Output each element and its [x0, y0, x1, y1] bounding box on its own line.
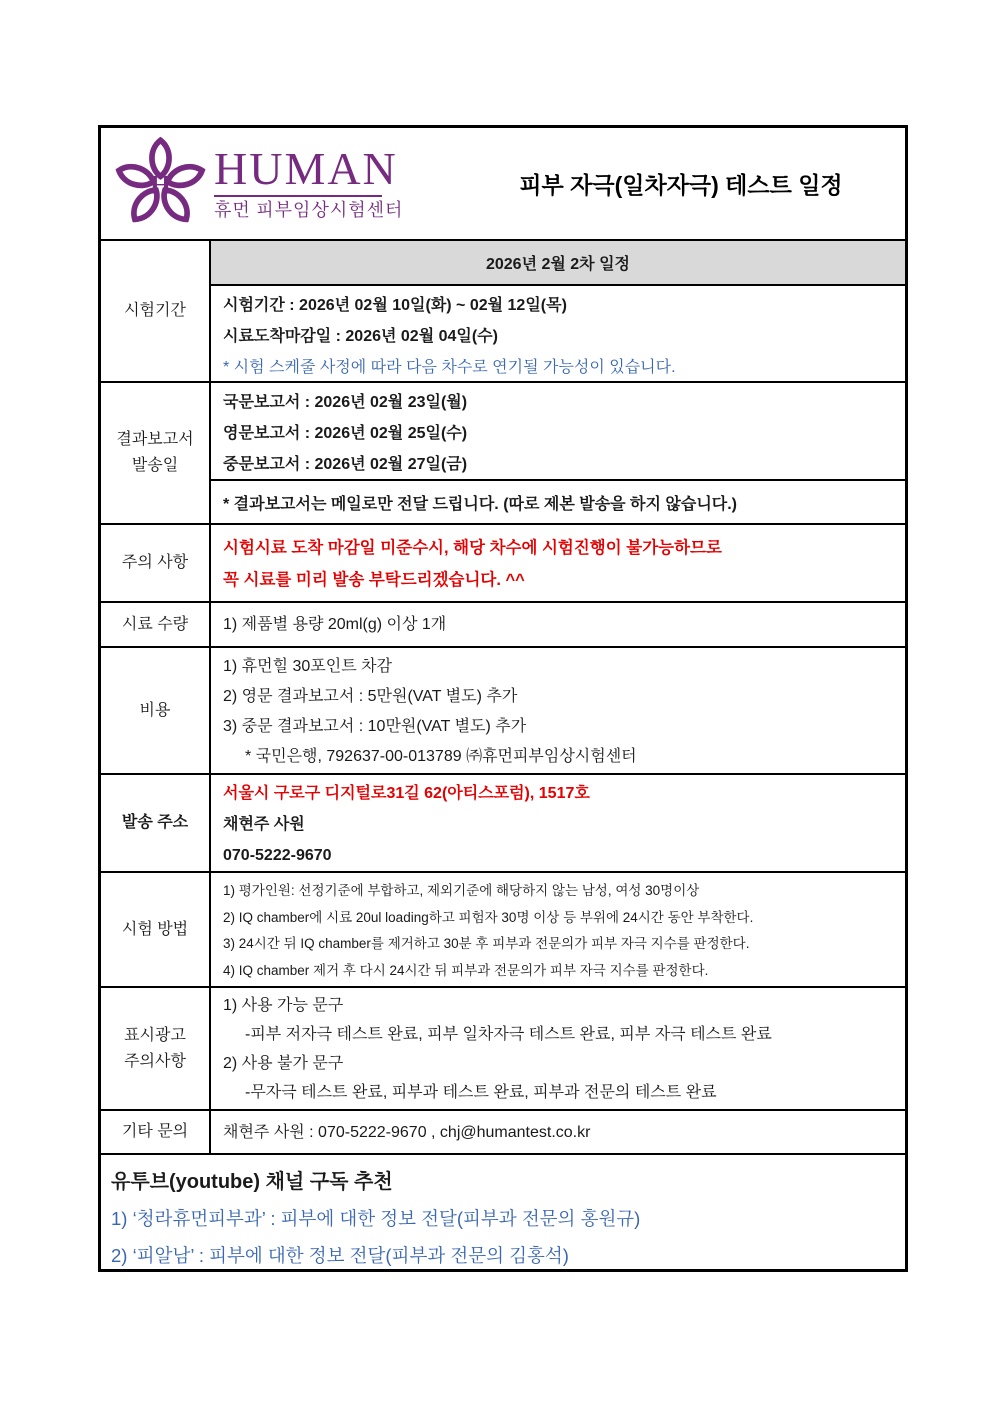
forbidden-phrase-line: -무자극 테스트 완료, 피부과 테스트 완료, 피부과 전문의 테스트 완료 [245, 1084, 717, 1101]
test-period-line: 시험기간 : 2026년 02월 10일(화) ~ 02월 12일(목) [223, 297, 567, 314]
row-sample-quantity [101, 603, 905, 648]
label-test-method [101, 873, 211, 986]
label-labeling-caution [101, 988, 211, 1109]
address-lines [211, 775, 905, 871]
brand-text [214, 142, 404, 223]
label-shipping-address [101, 775, 211, 871]
row-test-method [101, 873, 905, 988]
schedule-round-header: 2026년 2월 2차 일정 [211, 241, 905, 286]
caution-line: 꼭 시료를 미리 발송 부탁드리겠습니다. ^^ [223, 571, 525, 589]
contact-line: 채현주 사원 : 070-5222-9670 , chj@humantest.co.kr [223, 1123, 591, 1141]
method-line: 3) 24시간 뒤 IQ chamber를 제거하고 30분 후 피부과 전문의가 피부 자극 지수를 판정한다. [223, 936, 750, 951]
row-contact [101, 1111, 905, 1155]
recipient-line: 채현주 사원 [223, 816, 305, 833]
cost-line: 2) 영문 결과보고서 : 5만원(VAT 별도) 추가 [223, 688, 518, 705]
brand-name: HUMAN [214, 142, 398, 194]
sample-quantity-line: 1) 제품별 용량 20ml(g) 이상 1개 [223, 616, 447, 633]
phone-line: 070-5222-9670 [223, 847, 332, 864]
allowed-phrase-header: 1) 사용 가능 문구 [223, 997, 344, 1014]
method-lines [211, 873, 905, 984]
flower-logo-icon [113, 134, 208, 234]
label-caution [101, 525, 211, 601]
caution-lines [211, 525, 905, 596]
document-header [101, 128, 905, 241]
labeling-lines [211, 988, 905, 1107]
bank-account-line: * 국민은행, 792637-00-013789 ㈜휴먼피부임상시험센터 [245, 748, 637, 765]
label-text: 주의사항 [124, 1052, 186, 1070]
english-report-line: 영문보고서 : 2026년 02월 25일(수) [223, 425, 468, 442]
method-line: 4) IQ chamber 제거 후 다시 24시간 뒤 피부과 전문의가 피부 자극 지수를 판정한다. [223, 962, 709, 978]
report-dates-lines [211, 383, 905, 481]
label-report-dates [101, 383, 211, 523]
brand-subtitle: 휴먼 피부임상시험센터 [214, 199, 404, 220]
youtube-channel-line: 1) ‘청라휴먼피부과’ : 피부에 대한 정보 전달(피부과 전문의 홍원규) [111, 1208, 641, 1229]
row-labeling-caution [101, 988, 905, 1111]
address-line: 서울시 구로구 디지털로31길 62(아티스포럼), 1517호 [223, 785, 590, 802]
cost-line: 3) 중문 결과보고서 : 10만원(VAT 별도) 추가 [223, 718, 527, 735]
test-period-lines [211, 286, 905, 383]
method-line: 2) IQ chamber에 시료 20ul loading하고 피험자 30명 이상 등 부위에 24시간 동안 부착한다. [223, 909, 754, 925]
youtube-footer [101, 1155, 905, 1274]
korean-report-line: 국문보고서 : 2026년 02월 23일(월) [223, 394, 468, 411]
method-line: 1) 평가인원: 선정기준에 부합하고, 제외기준에 해당하지 않는 남성, 여성 30명이상 [223, 883, 700, 898]
youtube-channel-line: 2) ‘피알남’ : 피부에 대한 정보 전달(피부과 전문의 김홍석) [111, 1245, 569, 1266]
logo-letter: H [150, 169, 171, 199]
label-text: 시료 수량 [121, 615, 189, 633]
cost-line: 1) 휴먼힐 30포인트 차감 [223, 658, 393, 675]
label-sample-quantity [101, 603, 211, 646]
sample-quantity-lines [211, 609, 905, 640]
schedule-note-line: * 시험 스케줄 사정에 따라 다음 차수로 연기될 가능성이 있습니다. [223, 359, 676, 376]
label-text: 발송 주소 [121, 814, 189, 831]
label-text: 시험 방법 [121, 920, 189, 938]
cost-lines [211, 648, 905, 772]
contact-lines [211, 1117, 905, 1148]
label-text: 결과보고서 [116, 431, 194, 448]
label-test-period [101, 241, 211, 381]
allowed-phrase-line: -피부 저자극 테스트 완료, 피부 일차자극 테스트 완료, 피부 자극 테스트 완료 [245, 1026, 772, 1043]
caution-line: 시험시료 도착 마감일 미준수시, 해당 차수에 시험진행이 불가능하므로 [223, 539, 722, 557]
label-text: 기타 문의 [121, 1123, 189, 1140]
row-caution [101, 525, 905, 603]
row-shipping-address [101, 775, 905, 873]
youtube-footer-title: 유투브(youtube) 채널 구독 추천 [111, 1171, 393, 1193]
forbidden-phrase-header: 2) 사용 불가 문구 [223, 1055, 344, 1072]
chinese-report-line: 중문보고서 : 2026년 02월 27일(금) [223, 456, 468, 473]
label-text: 비용 [139, 701, 171, 719]
label-contact [101, 1111, 211, 1153]
schedule-document [98, 125, 908, 1272]
label-text: 시험기간 [124, 302, 186, 319]
report-delivery-note: * 결과보고서는 메일로만 전달 드립니다. (따로 제본 발송을 하지 않습니다.) [223, 495, 738, 513]
row-test-period [101, 241, 905, 383]
label-text: 주의 사항 [121, 554, 189, 571]
label-cost [101, 648, 211, 773]
row-report-dates [101, 383, 905, 525]
label-text: 발송일 [131, 457, 179, 474]
page-title: 피부 자극(일차자극) 테스트 일정 [519, 172, 843, 198]
row-cost [101, 648, 905, 775]
label-text: 표시광고 [124, 1026, 186, 1044]
brand-logo [113, 134, 403, 234]
sample-deadline-line: 시료도착마감일 : 2026년 02월 04일(수) [223, 328, 498, 345]
